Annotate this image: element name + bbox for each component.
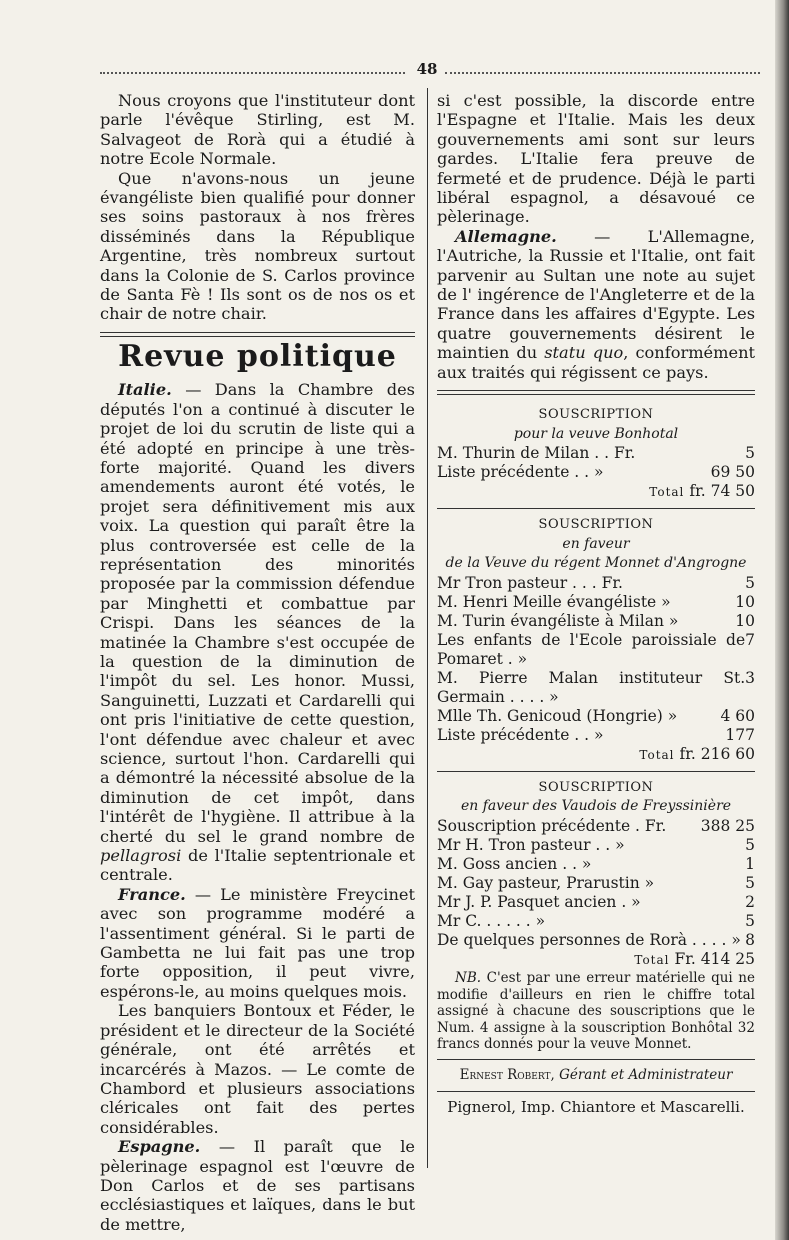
rule xyxy=(437,771,755,772)
text-france: — Le ministère Freycinet avec son programme modéré a l'assentiment général. Si le parti de Gambetta ne lui fait pas une trop forte opposition, il peut vivre, espérons-le, au moins quelques mois. xyxy=(100,884,415,1001)
subscription-row xyxy=(437,874,755,893)
left-column xyxy=(100,91,415,1234)
subscription-row xyxy=(437,817,755,836)
header-ornament-right xyxy=(445,72,760,74)
nb-label: NB. xyxy=(455,970,482,987)
nb-text: C'est par une erreur matérielle qui ne modifie d'ailleurs en rien le chiffre total assigné à chacune des souscriptions que le Num. 4 assigne à la souscription Bonhôtal 32 francs donnés pour la veuve Monnet. xyxy=(437,970,755,1053)
gerant-name: Ernest Robert, xyxy=(459,1066,555,1083)
printer-line: Pignerol, Imp. Chiantore et Mascarelli. xyxy=(447,1098,745,1117)
rule xyxy=(437,508,755,509)
row-name: Mr C. . . . . . » xyxy=(437,911,546,930)
total-value: Fr. 414 25 xyxy=(674,949,755,968)
row-name: De quelques personnes de Rorà . . . . » xyxy=(437,930,741,949)
row-name: M. Henri Meille évangéliste » xyxy=(437,592,671,611)
total-value: fr. 74 50 xyxy=(689,481,755,500)
total-label: Total xyxy=(639,747,675,762)
subscription-subtitle: en faveur des Vaudois de Freyssinière xyxy=(460,798,732,815)
subscription-subtitle-2: de la Veuve du régent Monnet d'Angrogne xyxy=(445,555,747,572)
scan-edge xyxy=(775,0,789,1240)
page-number: 48 xyxy=(416,60,438,78)
row-name: Les enfants de l'Ecole paroissiale de Pomaret . » xyxy=(437,630,746,668)
subscription-row xyxy=(437,836,755,855)
row-amount: 5 xyxy=(745,835,755,854)
row-name: Mr Tron pasteur . . . Fr. xyxy=(437,573,623,592)
row-amount: 5 xyxy=(745,911,755,930)
text-italie-em: pellagrosi xyxy=(100,846,182,866)
row-amount: 3 xyxy=(745,668,755,687)
row-name: Mlle Th. Genicoud (Hongrie) » xyxy=(437,706,678,725)
text-italie-end: de l'Italie septentrionale et centrale. xyxy=(100,846,415,885)
row-amount: 10 xyxy=(735,592,755,611)
subscription-row xyxy=(437,855,755,874)
text-allemagne-end: , conformément aux traités qui régissent ce pays. xyxy=(437,343,755,382)
subscription-row xyxy=(437,707,755,726)
subscription-bonhotal xyxy=(437,405,755,502)
rule xyxy=(437,1091,755,1092)
row-amount: 1 xyxy=(745,854,755,873)
subscription-total xyxy=(437,950,755,970)
paragraph-allemagne xyxy=(437,227,755,382)
row-name: Mr H. Tron pasteur . . » xyxy=(437,835,625,854)
heading-allemagne: Allemagne. xyxy=(455,226,557,246)
row-amount: 5 xyxy=(745,573,755,592)
row-amount: 7 xyxy=(745,630,755,649)
text-espagne: — Il paraît que le pèlerinage espagnol est l'œuvre de Don Carlos et de ses partisans ecclésiastiques et laïques, dans le but de mettre, xyxy=(100,1137,415,1234)
subscription-monnet xyxy=(437,515,755,765)
subscription-row xyxy=(437,574,755,593)
paragraph-espagne-cont: si c'est possible, la discorde entre l'Espagne et l'Italie. Mais les deux gouvernements ami sont sur leurs gardes. L'Italie fera preuve de fermeté et de prudence. Déjà le parti libéral espagnol, a désavoué ce pèlerinage. xyxy=(437,91,755,227)
total-value: fr. 216 60 xyxy=(679,744,755,763)
row-amount: 4 60 xyxy=(720,706,755,725)
subscription-freyssiniere xyxy=(437,778,755,970)
nota-bene xyxy=(437,970,755,1053)
double-rule xyxy=(100,332,415,337)
subscription-row xyxy=(437,444,755,463)
subscription-heading: SOUSCRIPTION xyxy=(538,779,654,795)
subscription-row xyxy=(437,893,755,912)
subscription-row xyxy=(437,463,755,482)
double-rule xyxy=(437,390,755,395)
row-name: M. Gay pasteur, Prarustin » xyxy=(437,873,655,892)
row-name: M. Pierre Malan instituteur St. Germain . . . . » xyxy=(437,668,746,706)
row-name: Liste précédente . . » xyxy=(437,462,604,481)
paragraph-banquiers: Les banquiers Bontoux et Féder, le président et le directeur de la Société générale, ont été arrêtés et incarcérés à Mazos. — Le comte de Chambord et plusieurs associations cléricales ont fait des pertes considérables. xyxy=(100,1001,415,1137)
subscription-row xyxy=(437,669,755,707)
subscription-row xyxy=(437,931,755,950)
row-amount: 5 xyxy=(745,443,755,462)
section-title: Revue politique xyxy=(118,338,397,374)
heading-espagne: Espagne. xyxy=(118,1137,201,1157)
row-amount: 177 xyxy=(725,725,755,744)
row-amount: 8 xyxy=(745,930,755,949)
subscription-row xyxy=(437,631,755,669)
subscription-heading: SOUSCRIPTION xyxy=(538,517,654,533)
row-amount: 5 xyxy=(745,873,755,892)
paragraph-italie xyxy=(100,380,415,885)
total-label: Total xyxy=(634,952,670,967)
paragraph-evangeliste: Que n'avons-nous un jeune évangéliste bien qualifié pour donner ses soins pastoraux à nos frères disséminés dans la République Argentine, très nombreux surtout dans la Colonie de S. Carlos province de Santa Fè ! Ils sont os de nos os et chair de notre chair. xyxy=(100,168,415,324)
subscription-row xyxy=(437,593,755,612)
subscription-total xyxy=(437,482,755,502)
row-name: M. Thurin de Milan . . Fr. xyxy=(437,443,636,462)
text-allemagne-em: statu quo xyxy=(544,343,624,363)
subscription-total xyxy=(437,745,755,765)
rule xyxy=(437,1059,755,1060)
row-name: Souscription précédente . Fr. xyxy=(437,816,667,835)
row-amount: 388 25 xyxy=(700,816,755,835)
page-header xyxy=(100,60,760,82)
subscription-row xyxy=(437,612,755,631)
header-ornament-left xyxy=(100,72,405,74)
column-divider xyxy=(427,88,428,1168)
row-amount: 69 50 xyxy=(710,462,755,481)
heading-france: France. xyxy=(118,884,186,904)
text-allemagne: — L'Allemagne, l'Autriche, la Russie et l'Italie, ont fait parvenir au Sultan une note au sujet de l' ingérence de l'Angleterre et de la France dans les affaires d'Egypte. Les quatre gouvernements désirent le maintien du xyxy=(437,226,755,363)
paragraph-france xyxy=(100,885,415,1001)
total-label: Total xyxy=(649,484,685,499)
subscription-subtitle: en faveur xyxy=(562,535,630,552)
paragraph-instituteur: Nous croyons que l'instituteur dont parle l'évêque Stirling, est M. Salvageot de Rorà qui a étudié à notre Ecole Normale. xyxy=(100,91,415,169)
row-amount: 2 xyxy=(745,892,755,911)
row-amount: 10 xyxy=(735,611,755,630)
gerant-role: Gérant et Administrateur xyxy=(554,1066,733,1083)
paragraph-espagne xyxy=(100,1137,415,1234)
subscription-heading: SOUSCRIPTION xyxy=(538,407,654,423)
row-name: M. Turin évangéliste à Milan » xyxy=(437,611,679,630)
text-italie: — Dans la Chambre des députés l'on a continué à discuter le projet de loi du scrutin de liste qui a été adopté en principe à une très-forte majorité. Quand les divers amendements auront été votés, le projet sera définitivement mis aux voix. La question qui paraît être la plus controversée est celle de la représentation des minorités proposée par la commission défendue par Minghetti et combattue par Crispi. Dans les séances de la matinée la Chambre s'est occupée de la question de la diminution de l'impôt du sel. Les honor. Mussi, Sanguinetti, Luzzati et Cardarelli qui ont pris l'initiative de cette question, l'ont défendue avec chaleur et avec science, surtout l'hon. Cardarelli qui a démontré la nécessité absolue de la diminution de cet impôt, dans l'intérêt de l'hygiène. Il attribue à la cherté du sel le grand nombre de xyxy=(100,380,415,846)
right-column xyxy=(437,91,755,1117)
subscription-row xyxy=(437,726,755,745)
heading-italie: Italie. xyxy=(118,380,172,400)
row-name: Mr J. P. Pasquet ancien . » xyxy=(437,892,641,911)
row-name: M. Goss ancien . . » xyxy=(437,854,592,873)
subscription-subtitle: pour la veuve Bonhotal xyxy=(513,425,679,442)
row-name: Liste précédente . . » xyxy=(437,725,604,744)
gerant-line xyxy=(437,1066,755,1085)
subscription-row xyxy=(437,912,755,931)
